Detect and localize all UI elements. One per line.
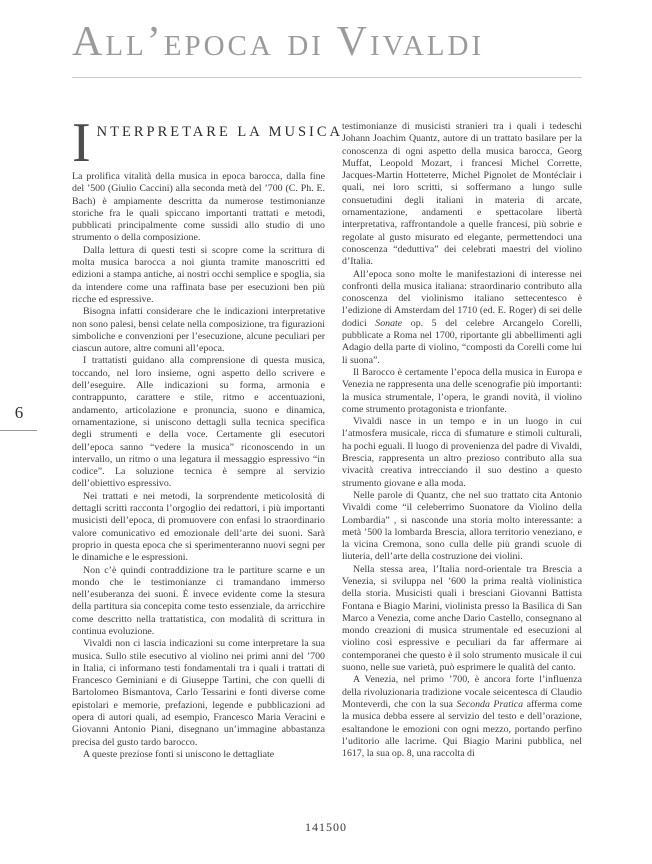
- text-run: Vivaldi nasce in un tempo e in un luogo in cui l’atmosfera musicale, ricca di sfumature e stimoli culturali, ha pochi eguali. Il luogo di provenienza del padre di Vivaldi, Brescia, rappresenta un altro prezioso contributo alla sua vivacità creativa intrecciando il suo destino a questo strumento giovane e alla moda.: [342, 416, 582, 489]
- title-rule: [72, 77, 582, 78]
- paragraph: [72, 491, 325, 565]
- paragraph: [72, 306, 325, 355]
- text-run: afferma come la musica debba essere al servizio del testo e dell’orazione, esaltandone le emozioni con ogni mezzo, portando perfino l’uditorio alle lacrime. Qui Biagio Marini pubblica, nel 1617, la sua op. 8, una raccolta di: [342, 698, 583, 760]
- text-run: Nella stessa area, l’Italia nord-orientale tra Brescia a Venezia, si sviluppa nel ’600 la prima realtà violinistica della storia. Musicisti quali i bresciani Giovanni Battista Fontana e Biagio Marini, violinista presso la Basilica di San Marco a Venezia, come anche Dario Castello, consegnano al mondo creazioni di musica strumentale ed esecuzioni al violino così espressive e peculiari da far affermare ai contemporanei che questo è il solo strumento musicale il cui suono, nelle sue varietà, può esprimere le qualità del canto.: [342, 563, 582, 674]
- text-run: Nelle parole di Quantz, che nel suo trattato cita Antonio Vivaldi come “il celeberrimo Suonatore da Violino della Lombardia” , si nasconde una storia molto interessante: a metà ’500 la lombarda Brescia, allora territorio veneziano, e la vicina Cremona, sono culla delle più grandi scuole di liuteria, dell’arte della costruzione dei violini.: [342, 489, 582, 563]
- drop-cap: I: [72, 112, 91, 174]
- section-heading: [72, 112, 343, 174]
- paragraph: [342, 416, 582, 490]
- text-run: Vivaldi non ci lascia indicazioni su come interpretare la sua musica. Sullo stile esecutivo al violino nei primi anni del ’700 in Italia, ci informano testi fondamentali tra i quali i trattati di Francesco Geminiani e di Giuseppe Tartini, che con quelli di Bartolomeo Bismantova, Carlo Tessarini e fonti diverse come epistolari e memorie, prefazioni, legende e pubblicazioni ad opera di autori quali, ad esempio, Francesco Maria Veracini e Giovanni Antonio Piani, disegnano un’immagine abbastanza precisa del gusto tardo barocco.: [72, 638, 325, 748]
- text-columns: [72, 112, 583, 761]
- paragraph: [72, 245, 325, 306]
- column-right: [342, 121, 582, 761]
- paragraph: [72, 638, 325, 749]
- text-run: A queste preziose fonti si uniscono le dettagliate: [83, 748, 275, 760]
- footer-code: 141500: [305, 820, 347, 834]
- text-run: La prolifica vitalità della musica in epoca barocca, dalla fine del ’500 (Giulio Caccini) alla seconda metà del ’700 (C. Ph. E. Bach) è ampiamente descritta da numerose testimonianze storiche fra le quali spiccano importanti trattati e metodi, pubblicati principalmente come sussidi allo studio di uno strumento o della composizione.: [72, 171, 325, 244]
- text-run: Non c’è quindi contraddizione tra le partiture scarne e un mondo che le testimonianze ci tramandano immerso nell’esuberanza dei suoni. È invece evidente come la stesura della partitura sia concepita come testo essenziale, da arricchire come descritto nella trattatistica, con modalità di scrittura in continua evoluzione.: [72, 564, 325, 637]
- paragraph: [342, 367, 582, 416]
- paragraph: [72, 565, 325, 639]
- text-run: Dalla lettura di questi testi si scopre come la scrittura di molta musica barocca a noi giunta tramite manoscritti ed edizioni a stampa antiche, ai nostri occhi semplice e spoglia, sia da intendere come una raffinata base per esecuzioni ben più ricche ed espressive.: [72, 244, 325, 305]
- paragraph: [342, 121, 582, 269]
- text-run: Bisogna infatti considerare che le indicazioni interpretative non sono palesi, bensì celate nella composizione, tra figurazioni simboliche e convenzioni per l’esecuzione, alcune peculiari per ciascun autore, altre comuni all’epoca.: [72, 306, 325, 355]
- text-run: All’epoca sono molte le manifestazioni di interesse nei confronti della musica italiana: straordinario contributo alla conoscenza del violinismo italiano settecentesco è l’edizione di Amsterdam del 1710 (ed. E. Roger) di sei delle dodici: [342, 268, 582, 329]
- italic-text-run: Sonate: [375, 317, 403, 329]
- text-run: op. 5 del celebre Arcangelo Corelli, pubblicate a Roma nel 1700, riportante gli abbellimenti agli Adagio della parte di violino, “composti da Corelli come lui li suona”.: [342, 317, 583, 366]
- text-run: I trattatisti guidano alla comprensione di questa musica, toccando, nel loro insieme, ogni aspetto dello scrivere e dell’eseguire. Alle indicazioni su forma, armonia e contrappunto, carattere e stile, ritmo e accentuazioni, andamento, articolazione e pronuncia, suono e dinamica, ornamentazione, si uniscono dettagli sulla tecnica specifica degli strumenti e della voce. Certamente gli esecutori dell’epoca sanno “vedere la musica” riconoscendo in un intervallo, un ritmo o una legatura il messaggio espressivo “in codice”. La soluzione tecnica è sempre al servizio dell’obiettivo espressivo.: [72, 355, 325, 490]
- section-heading-text: NTERPRETARE LA MUSICA: [96, 124, 343, 140]
- paragraph: [342, 490, 582, 564]
- margin-rule: [0, 430, 37, 431]
- paragraph: [72, 355, 325, 490]
- text-run: Nei trattati e nei metodi, la sorprendente meticolosità di dettagli scritti racconta l’orgoglio dei redattori, i più importanti musicisti dell’epoca, di promuovere con enfasi lo straordinario valore comunicativo ed emozionale dell’arte dei suoni. Sarà proprio in questa epoca che si sperimenteranno nuovi segni per le dinamiche e le espressioni.: [72, 490, 325, 564]
- text-run: Il Barocco è certamente l’epoca della musica in Europa e Venezia ne rappresenta una delle scenografie più importanti: la musica strumentale, l’opera, le grandi novità, il violino come strumento protagonista e trionfante.: [342, 366, 582, 415]
- paragraph: [342, 564, 582, 675]
- margin-page-number: 6: [14, 403, 24, 422]
- italic-text-run: Seconda Pratica: [456, 698, 524, 710]
- text-run: A Venezia, nel primo ’700, è ancora forte l’influenza della rivoluzionaria tradizione vocale seicentesca di Claudio Monteverdi, che con la sua: [342, 674, 582, 710]
- column-left: [72, 112, 343, 761]
- paragraph: [342, 269, 582, 367]
- page-title: All’epoca di Vivaldi: [72, 19, 485, 65]
- paragraph: [342, 674, 582, 760]
- paragraph: [72, 171, 325, 245]
- text-run: testimonianze di musicisti stranieri tra i quali i tedeschi Johann Joachim Quantz, autore di un trattato basilare per la conoscenza di ogni aspetto della musica barocca, Georg Muffat, Leopold Mozart, i francesi Michel Corrette, Jacques-Martin Hotteterre, Michel Pignolet de Montéclair i quali, nei loro scritti, si soffermano a lungo sulle consuetudini degli italiani in materia di arcate, ornamentazione, andamenti e spettacolare libertà interpretativa, raffrontandole a quelle francesi, più sobrie e regolate al gusto misurato ed elegante, permettendoci una conoscenza “deduttiva” dei celebrati maestri del violino d’Italia.: [342, 121, 582, 268]
- paragraph: [72, 749, 325, 761]
